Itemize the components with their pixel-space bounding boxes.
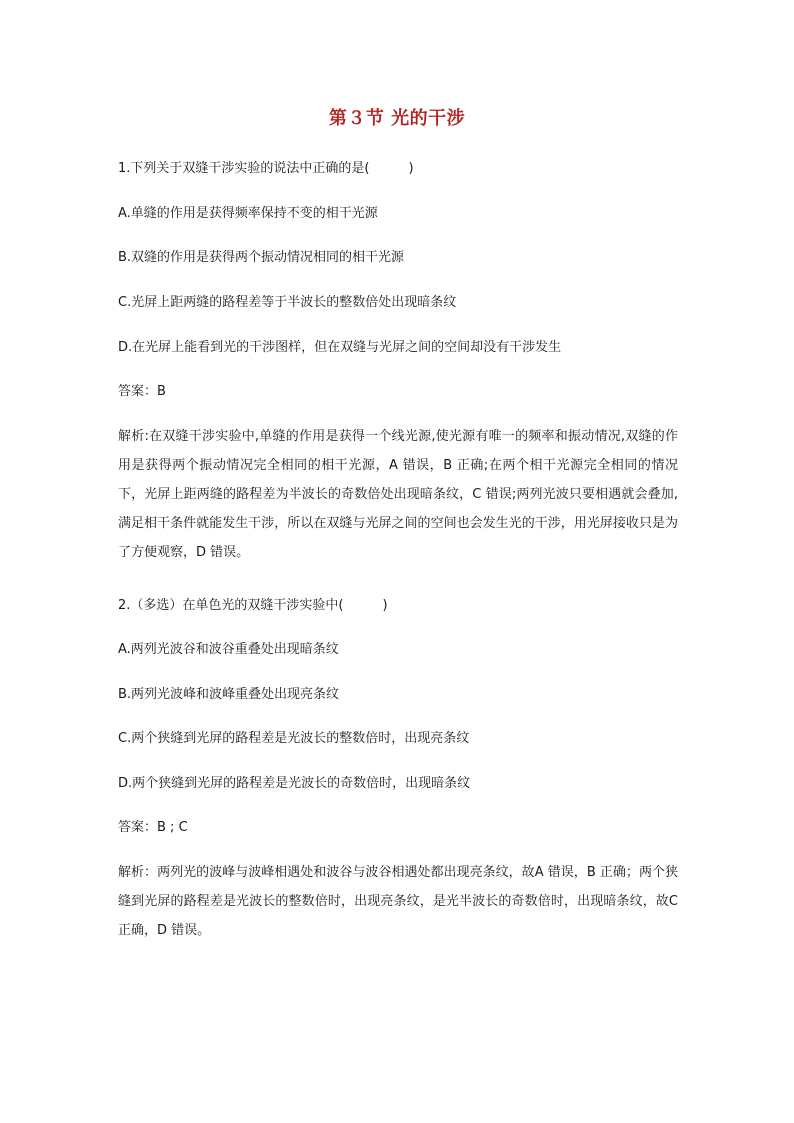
question-2-stem: 2.（多选）在单色光的双缝干涉实验中( ) [118, 598, 388, 613]
question-2-option-b: B.两列光波峰和波峰重叠处出现亮条纹 [118, 687, 340, 702]
question-2-answer: 答案：B ; C [118, 820, 188, 835]
question-1-option-d: D.在光屏上能看到光的干涉图样，但在双缝与光屏之间的空间却没有干涉发生 [118, 340, 562, 355]
question-1-stem: 1.下列关于双缝干涉实验的说法中正确的是( ) [118, 161, 414, 176]
question-1-option-a: A.单缝的作用是获得频率保持不变的相干光源 [118, 206, 378, 221]
question-2-option-d: D.两个狭缝到光屏的路程差是光波长的奇数倍时，出现暗条纹 [118, 776, 471, 791]
question-1-answer: 答案：B [118, 384, 166, 399]
question-1-option-c: C.光屏上距两缝的路程差等于半波长的整数倍处出现暗条纹 [118, 295, 457, 310]
question-2-option-a: A.两列光波谷和波谷重叠处出现暗条纹 [118, 642, 339, 657]
question-2-analysis: 解析：两列光的波峰与波峰相遇处和波谷与波谷相遇处都出现亮条纹，故A 错误，B 正确；两个狭缝到光屏的路程差是光波长的整数倍时，出现亮条纹，是光半波长的奇数倍时，出现暗条纹，故C 正确，D 错误。 [118, 865, 678, 938]
question-1-analysis: 解析:在双缝干涉实验中,单缝的作用是获得一个线光源,使光源有唯一的频率和振动情况,双缝的作用是获得两个振动情况完全相同的相干光源，A 错误，B 正确;在两个相干光源完全相同的情况下，光屏上距两缝的路程差为半波长的奇数倍处出现暗条纹，C 错误;两列光波只要相遇就会叠加,满足相干条件就能发生干涉，所以在双缝与光屏之间的空间也会发生光的干涉，用光屏接收只是为了方便观察，D 错误。 [118, 429, 678, 560]
question-1-option-b: B.双缝的作用是获得两个振动情况相同的相干光源 [118, 250, 405, 265]
section-title: 第３节 光的干涉 [328, 108, 466, 129]
question-2-option-c: C.两个狭缝到光屏的路程差是光波长的整数倍时，出现亮条纹 [118, 731, 470, 746]
